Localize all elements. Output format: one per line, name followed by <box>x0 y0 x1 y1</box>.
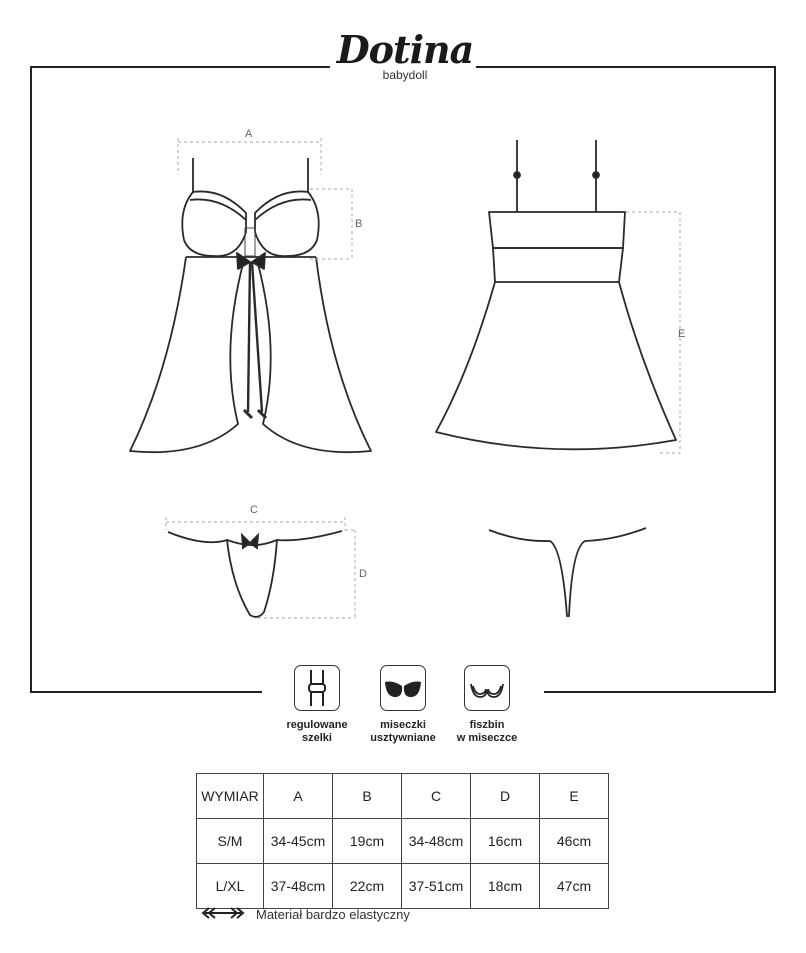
feature-label: fiszbin w miseczce <box>456 719 518 744</box>
table-cell: 37-51cm <box>402 864 471 909</box>
table-cell: 34-45cm <box>264 819 333 864</box>
underwire-cups-icon <box>464 665 510 711</box>
table-header-row <box>197 774 609 819</box>
table-cell: 18cm <box>471 864 540 909</box>
thong-front-drawing <box>168 531 342 617</box>
table-cell: 47cm <box>540 864 609 909</box>
table-cell: 37-48cm <box>264 864 333 909</box>
feature-label: regulowane szelki <box>286 719 348 744</box>
table-row <box>197 819 609 864</box>
material-note <box>200 906 410 923</box>
table-cell: S/M <box>197 819 264 864</box>
table-cell: 34-48cm <box>402 819 471 864</box>
table-cell: 19cm <box>333 819 402 864</box>
table-header-cell: D <box>471 774 540 819</box>
table-cell: 22cm <box>333 864 402 909</box>
table-header-cell: A <box>264 774 333 819</box>
frame <box>31 67 775 692</box>
adjustable-straps-icon <box>294 665 340 711</box>
brand-name: Dotina <box>336 27 474 72</box>
table-header-cell: E <box>540 774 609 819</box>
dimension-label-c: C <box>250 504 258 516</box>
stretch-arrows-icon <box>200 906 246 923</box>
babydoll-front-drawing <box>130 158 371 452</box>
dimension-label-e: E <box>678 328 686 340</box>
table-cell: 46cm <box>540 819 609 864</box>
feature-label: miseczki usztywniane <box>370 719 436 744</box>
babydoll-back-drawing <box>436 140 676 449</box>
padded-cups-icon <box>380 665 426 711</box>
dimension-label-b: B <box>355 218 363 230</box>
brand-subtitle: babydoll <box>382 68 428 82</box>
material-note-text: Materiał bardzo elastyczny <box>256 907 410 922</box>
table-header-cell: C <box>402 774 471 819</box>
thong-back-drawing <box>489 528 646 616</box>
size-table <box>196 773 609 909</box>
table-header-cell: B <box>333 774 402 819</box>
dimension-label-d: D <box>359 568 367 580</box>
table-row <box>197 864 609 909</box>
table-header-cell: WYMIAR <box>197 774 264 819</box>
feature-underwire-cups <box>432 665 542 745</box>
table-cell: 16cm <box>471 819 540 864</box>
table-cell: L/XL <box>197 864 264 909</box>
dimension-label-a: A <box>245 128 253 140</box>
